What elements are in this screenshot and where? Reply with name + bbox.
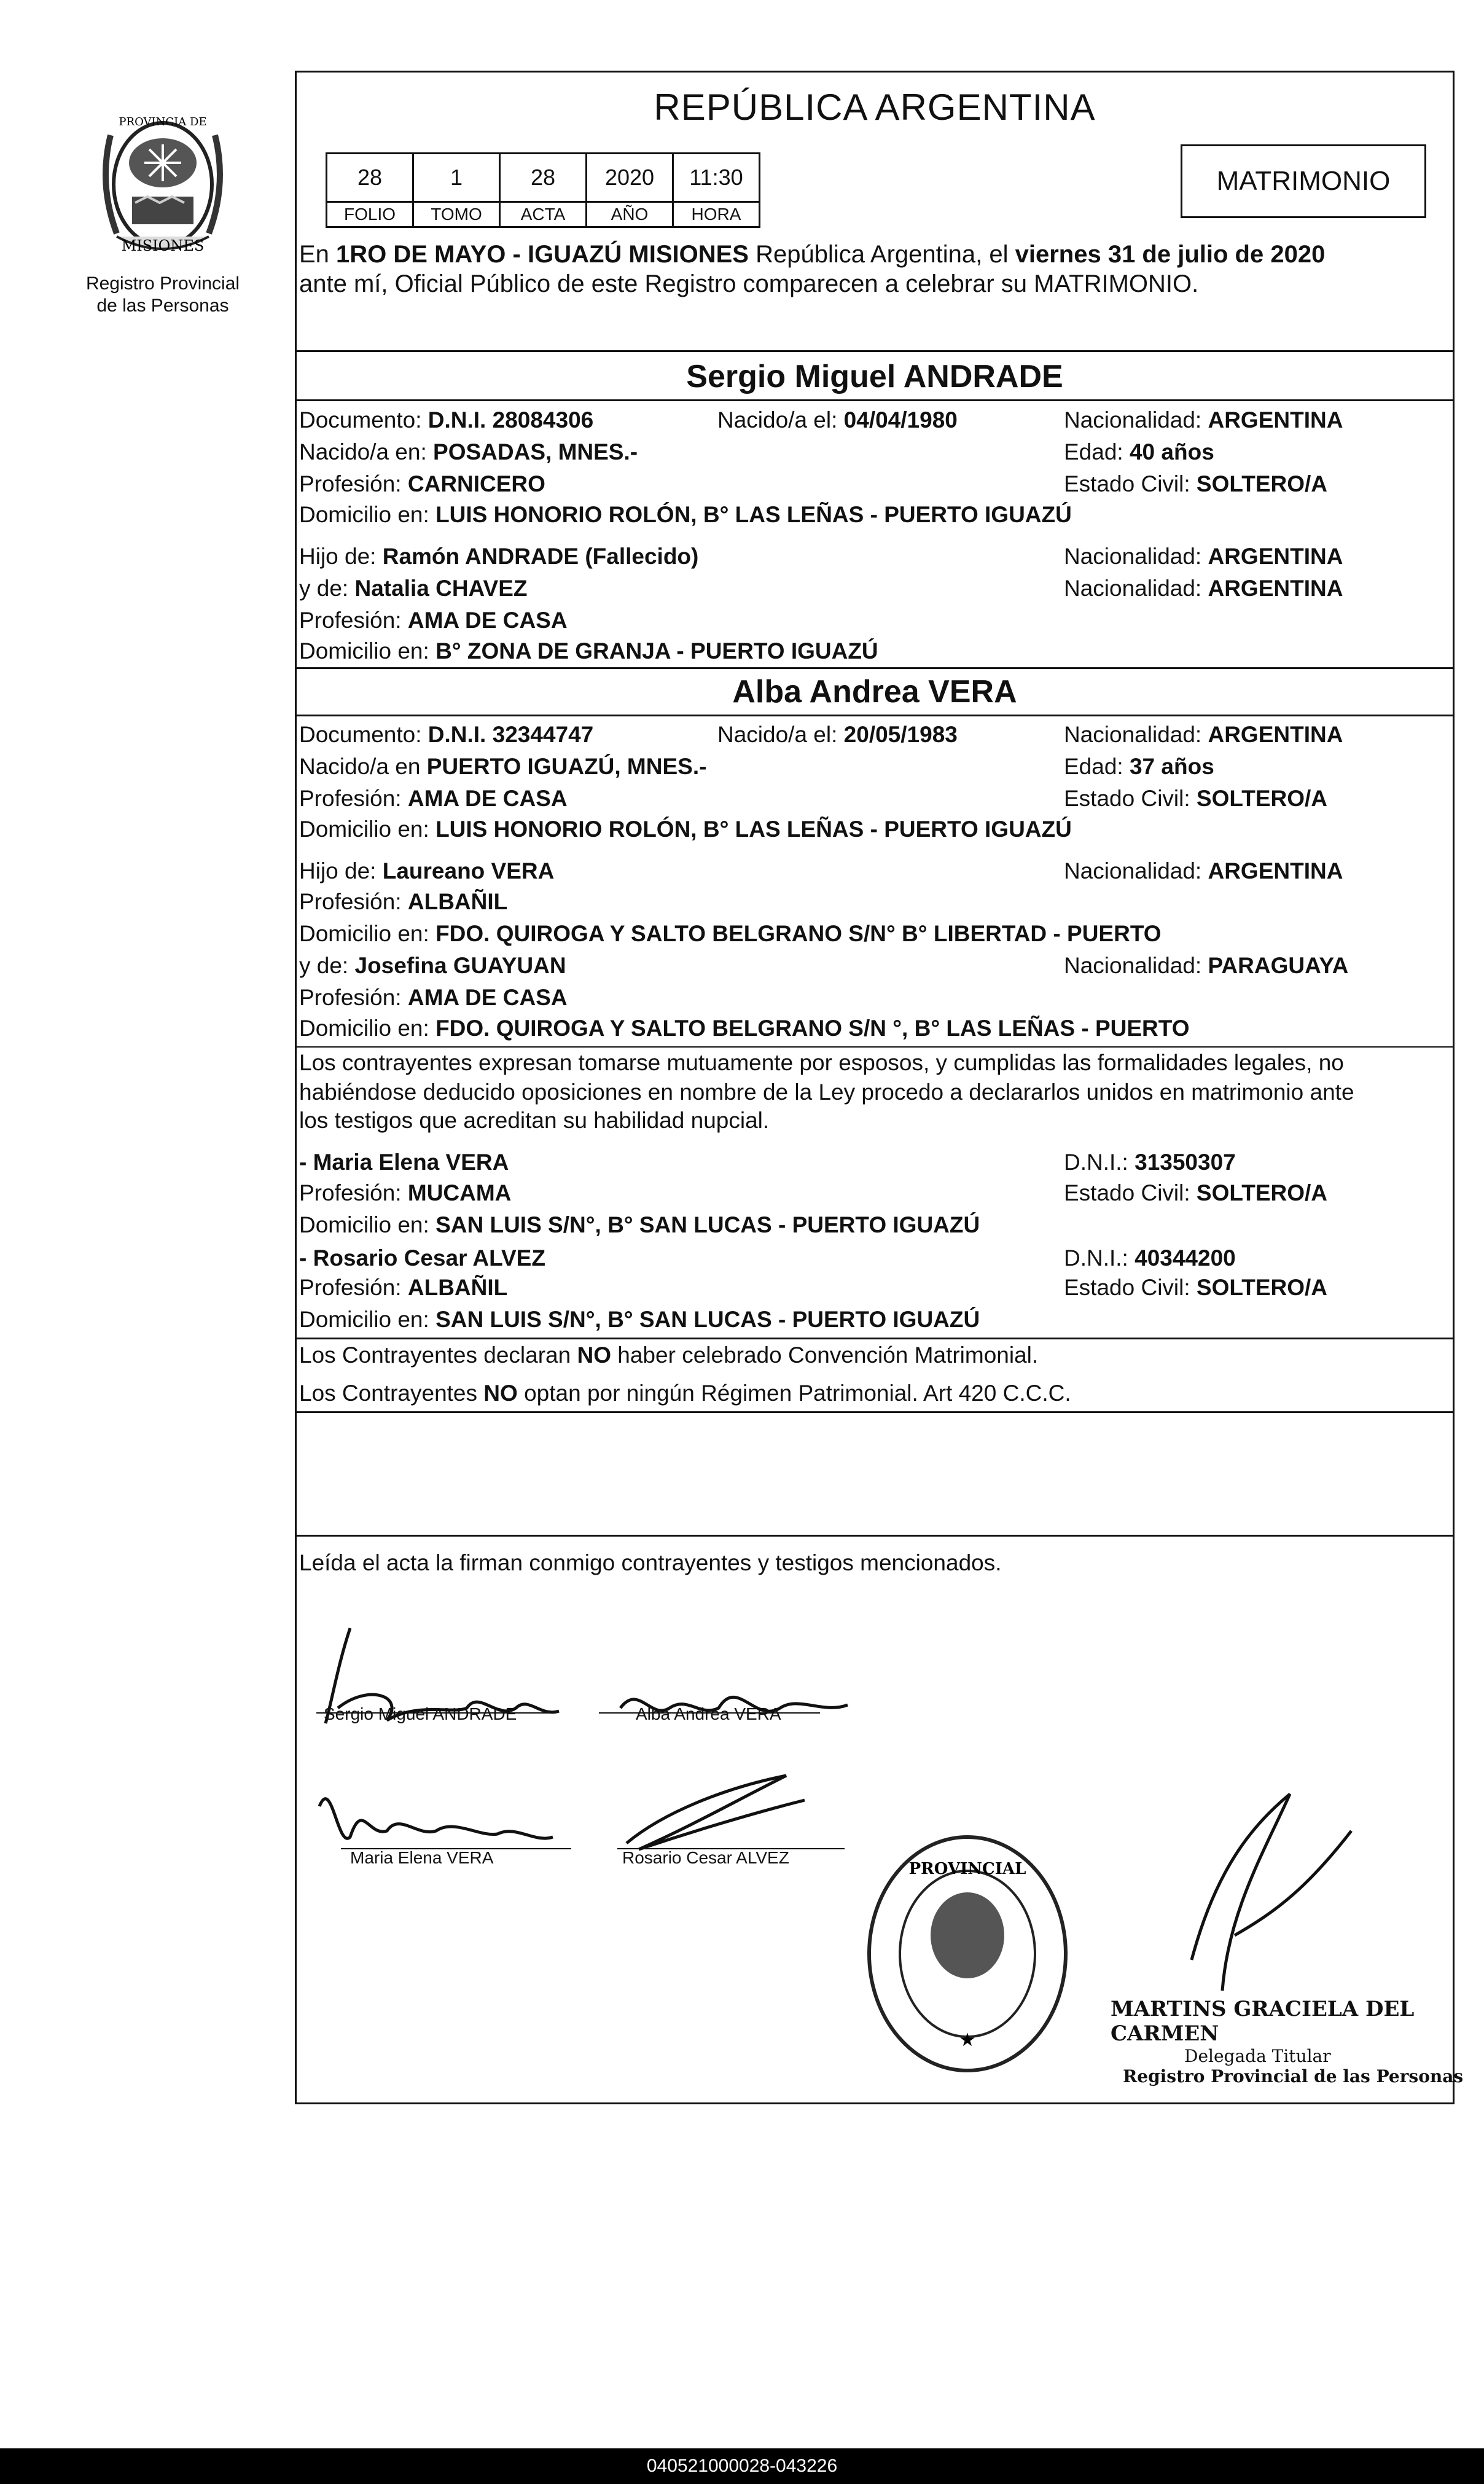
bride-name: Alba Andrea VERA [732, 674, 1017, 710]
groom-signature-label: Sergio Miguel ANDRADE [324, 1704, 517, 1723]
folio-value: 28 [327, 154, 413, 202]
official-seal [869, 1837, 1066, 2071]
bride-birthplace: Nacido/a en PUERTO IGUAZÚ, MNES.- [299, 754, 707, 779]
registry-logo [74, 111, 252, 317]
hora-label: HORA [673, 202, 760, 227]
bride-document: Documento: D.N.I. 32344747 [299, 722, 594, 747]
witness-1-dni: D.N.I.: 31350307 [1064, 1150, 1236, 1175]
svg-text:★: ★ [959, 2030, 976, 2050]
svg-text:PROVINCIA DE: PROVINCIA DE [119, 116, 207, 128]
witness-2-address: Domicilio en: SAN LUIS S/N°, B° SAN LUCAS - PUERTO IGUAZÚ [299, 1307, 980, 1332]
officer-signature [1192, 1794, 1351, 1991]
groom-address: Domicilio en: LUIS HONORIO ROLÓN, B° LAS LEÑAS - PUERTO IGUAZÚ [299, 502, 1072, 527]
svg-text:MISIONES: MISIONES [121, 237, 205, 254]
witness-1-signature-label: Maria Elena VERA [350, 1848, 494, 1867]
witness-2-signature-label: Rosario Cesar ALVEZ [622, 1848, 789, 1867]
witness-2-profession: Profesión: ALBAÑIL [299, 1275, 508, 1300]
bride-profession: Profesión: AMA DE CASA [299, 786, 568, 811]
folio-label: FOLIO [327, 202, 413, 227]
bride-mother-profession: Profesión: AMA DE CASA [299, 985, 568, 1010]
witness-2-signature [627, 1776, 805, 1849]
bride-father-profession: Profesión: ALBAÑIL [299, 889, 508, 914]
tomo-value: 1 [413, 154, 500, 202]
intro-line-1: En 1RO DE MAYO - IGUAZÚ MISIONES República Argentina, el viernes 31 de julio de 2020 [299, 241, 1326, 268]
document-type-box: MATRIMONIO [1181, 144, 1426, 218]
groom-mother-profession: Profesión: AMA DE CASA [299, 608, 568, 633]
anio-value: 2020 [587, 154, 673, 202]
provincia-de-misiones-emblem [92, 111, 233, 264]
groom-profession: Profesión: CARNICERO [299, 471, 545, 496]
witness-2-dni: D.N.I.: 40344200 [1064, 1245, 1236, 1271]
convention-line-1: Los Contrayentes declaran NO haber celebrado Convención Matrimonial. [299, 1342, 1039, 1368]
tomo-label: TOMO [413, 202, 500, 227]
signatures-intro: Leída el acta la firman conmigo contrayentes y testigos mencionados. [299, 1550, 1002, 1575]
groom-birthdate: Nacido/a el: 04/04/1980 [717, 407, 958, 433]
bride-nationality: Nacionalidad: ARGENTINA [1064, 722, 1343, 747]
acta-value: 28 [500, 154, 587, 202]
groom-mother-nationality: Nacionalidad: ARGENTINA [1064, 576, 1343, 601]
hora-value: 11:30 [673, 154, 760, 202]
convention-line-2: Los Contrayentes NO optan por ningún Régimen Patrimonial. Art 420 C.C.C. [299, 1381, 1071, 1406]
witness-1-signature [319, 1799, 553, 1839]
groom-civil-status: Estado Civil: SOLTERO/A [1064, 471, 1328, 496]
bride-mother-address: Domicilio en: FDO. QUIROGA Y SALTO BELGRANO S/N °, B° LAS LEÑAS - PUERTO [299, 1016, 1190, 1041]
officer-stamp: MARTINS GRACIELA DEL CARMEN Delegada Titular Registro Provincial de las Personas [1111, 1997, 1464, 2086]
anio-label: AÑO [587, 202, 673, 227]
witness-1-address: Domicilio en: SAN LUIS S/N°, B° SAN LUCAS - PUERTO IGUAZÚ [299, 1212, 980, 1237]
page-title: REPÚBLICA ARGENTINA [654, 87, 1096, 128]
groom-mother: y de: Natalia CHAVEZ [299, 576, 528, 601]
bride-birthdate: Nacido/a el: 20/05/1983 [717, 722, 958, 747]
registry-table [326, 152, 760, 228]
witness-2-civil-status: Estado Civil: SOLTERO/A [1064, 1275, 1328, 1300]
bride-signature-label: Alba Andrea VERA [636, 1704, 781, 1723]
witness-2-name: - Rosario Cesar ALVEZ [299, 1245, 545, 1271]
groom-parents-address: Domicilio en: B° ZONA DE GRANJA - PUERTO IGUAZÚ [299, 638, 878, 664]
bride-father-nationality: Nacionalidad: ARGENTINA [1064, 858, 1343, 884]
footer-code: 040521000028-043226 [0, 2448, 1484, 2484]
declaration-line-1: Los contrayentes expresan tomarse mutuamente por esposos, y cumplidas las formalidades legales, no [299, 1050, 1344, 1075]
witness-1-name: - Maria Elena VERA [299, 1150, 509, 1175]
acta-label: ACTA [500, 202, 587, 227]
bride-father: Hijo de: Laureano VERA [299, 858, 555, 884]
witness-1-civil-status: Estado Civil: SOLTERO/A [1064, 1180, 1328, 1205]
logo-caption: Registro Provincial de las Personas [85, 273, 240, 316]
witness-1-profession: Profesión: MUCAMA [299, 1180, 512, 1205]
bride-mother: y de: Josefina GUAYUAN [299, 953, 566, 978]
groom-document: Documento: D.N.I. 28084306 [299, 407, 594, 433]
svg-text:PROVINCIAL: PROVINCIAL [908, 1860, 1026, 1878]
groom-father-nationality: Nacionalidad: ARGENTINA [1064, 544, 1343, 569]
bride-age: Edad: 37 años [1064, 754, 1214, 779]
groom-father: Hijo de: Ramón ANDRADE (Fallecido) [299, 544, 699, 569]
declaration-line-2: habiéndose deducido oposiciones en nombre de la Ley procedo a declararlos unidos en matrimonio ante [299, 1079, 1354, 1105]
bride-father-address: Domicilio en: FDO. QUIROGA Y SALTO BELGRANO S/N° B° LIBERTAD - PUERTO [299, 921, 1162, 946]
bride-address: Domicilio en: LUIS HONORIO ROLÓN, B° LAS LEÑAS - PUERTO IGUAZÚ [299, 817, 1072, 842]
groom-birthplace: Nacido/a en: POSADAS, MNES.- [299, 439, 638, 464]
groom-age: Edad: 40 años [1064, 439, 1214, 464]
groom-name: Sergio Miguel ANDRADE [686, 359, 1063, 394]
bride-mother-nationality: Nacionalidad: PARAGUAYA [1064, 953, 1349, 978]
groom-nationality: Nacionalidad: ARGENTINA [1064, 407, 1343, 433]
declaration-line-3: los testigos que acreditan su habilidad nupcial. [299, 1108, 770, 1133]
intro-line-2: ante mí, Oficial Público de este Registro comparecen a celebrar su MATRIMONIO. [299, 270, 1199, 297]
bride-civil-status: Estado Civil: SOLTERO/A [1064, 786, 1328, 811]
